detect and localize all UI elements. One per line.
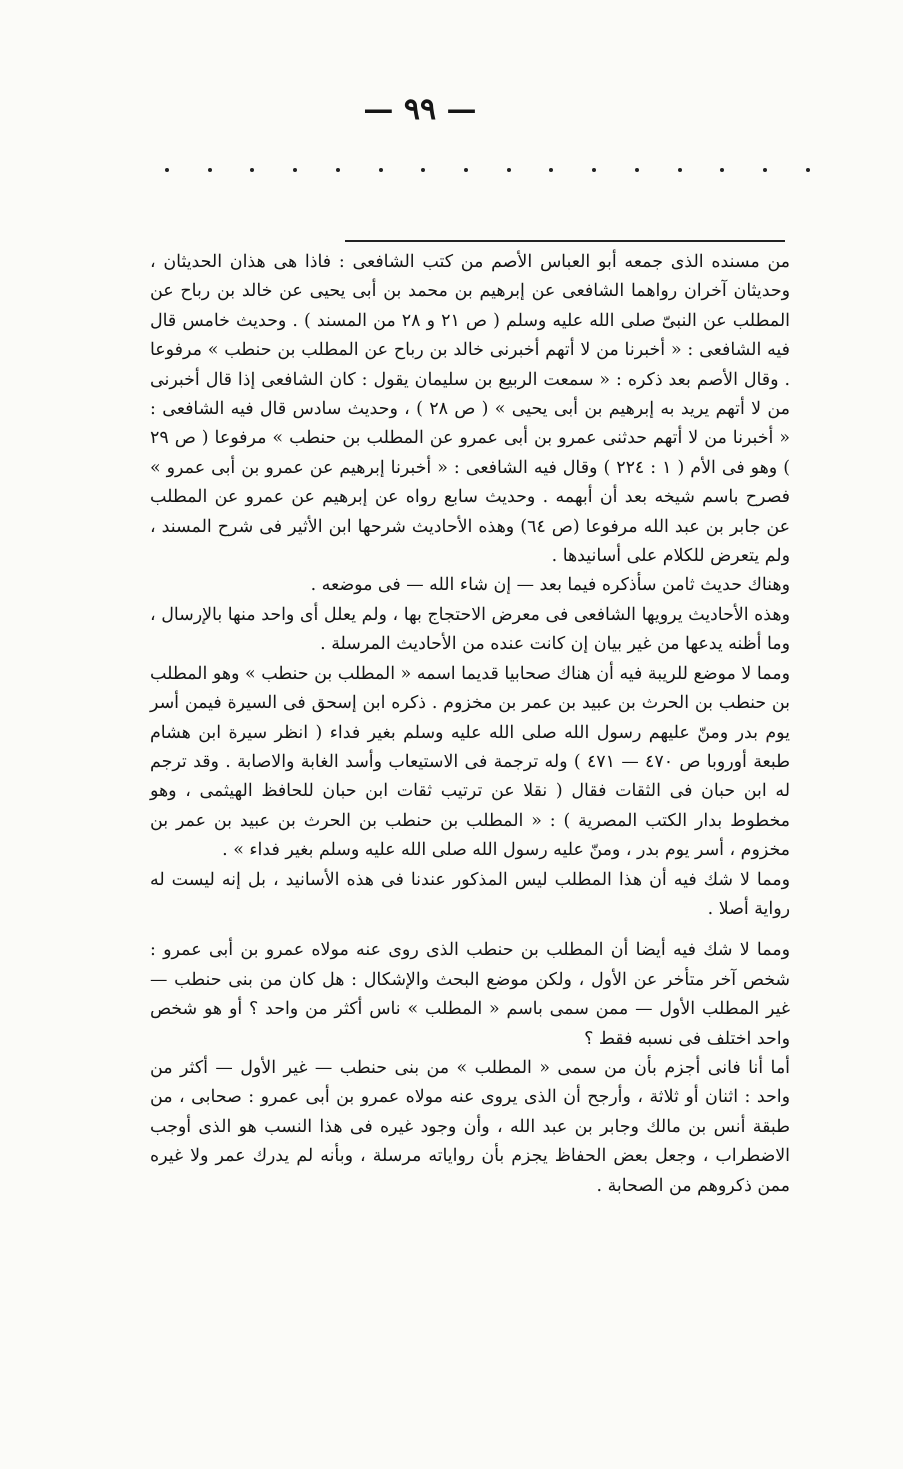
paragraph: أما أنا فانى أجزم بأن من سمى « المطلب » من بنى حنطب — غير الأول — أكثر من واحد : اثنان أو ثلاثة ، وأرجح أن الذى يروى عنه مولاه عمرو بن أبى عمرو : صحابى ، من طبقة أنس بن مالك وجابر بن عبد الله ، وأن وجود غيره فى هذا النسب هو الذى أوجب الاضطراب ، وجعل بعض الحفاظ يجزم بأن رواياته مرسلة ، وبأنه لم يدرك عمر ولا غيره ممن ذكروهم من الصحابة . [150, 1057, 790, 1196]
paragraph: ومما لا شك فيه أن هذا المطلب ليس المذكور عندنا فى هذه الأسانيد ، بل إنه ليست له رواية أصلا . [150, 869, 790, 919]
paragraph: وهذه الأحاديث يرويها الشافعى فى معرض الاحتجاج بها ، ولم يعلل أى واحد منها بالإرسال ، وما أظنه يدعها من غير بيان إن كانت عنده من الأحاديث المرسلة . [150, 604, 790, 655]
dot [592, 168, 596, 172]
dot [379, 168, 383, 172]
body-text [150, 248, 790, 1201]
dot [806, 168, 810, 172]
paragraph: من مسنده الذى جمعه أبو العباس الأصم من كتب الشافعى : فاذا هى هذان الحديثان ، وحديثان آخران رواهما الشافعى عن إبرهيم بن محمد بن أبى يحيى عن خالد بن رباح عن المطلب عن النبىّ صلى الله عليه وسلم ( ص ٢١ و ٢٨ من المسند ) . وحديث خامس قال فيه الشافعى : « أخبرنا من لا أتهم أخبرنى خالد بن رباح عن المطلب بن حنطب » مرفوعا . وقال الأصم بعد ذكره : « سمعت الربيع بن سليمان يقول : كان الشافعى إذا قال أخبرنى من لا أتهم يريد به إبرهيم بن أبى يحيى » ( ص ٢٨ ) ، وحديث سادس قال فيه الشافعى : « أخبرنا من لا أتهم حدثنى عمرو بن أبى عمرو عن المطلب بن حنطب » مرفوعا ( ص ٢٩ ) وهو فى الأم ( ١ : ٢٢٤ ) وقال فيه الشافعى : « أخبرنا إبرهيم عن عمرو بن أبى عمرو » فصرح باسم شيخه بعد أن أبهمه . وحديث سابع رواه عن إبرهيم عن عمرو عن المطلب عن جابر بن عبد الله مرفوعا (ص ٦٤) وهذه الأحاديث شرحها ابن الأثير فى شرح المسند ، ولم يتعرض للكلام على أسانيدها . [150, 252, 790, 567]
dot [678, 168, 682, 172]
dot [635, 168, 639, 172]
paragraph: ومما لا شك فيه أيضا أن المطلب بن حنطب الذى روى عنه مولاه عمرو بن أبى عمرو : شخص آخر متأخر عن الأول ، ولكن موضع البحث والإشكال : هل كان من بنى حنطب — غير المطلب الأول — ممن سمى باسم « المطلب » ناس أكثر من واحد ؟ أو هو شخص واحد اختلف فى نسبه فقط ؟ [150, 940, 790, 1049]
separator-dots [165, 168, 810, 172]
dot [336, 168, 340, 172]
dot [720, 168, 724, 172]
dot [250, 168, 254, 172]
page-number: — ٩٩ — [363, 92, 477, 127]
paragraph: ومما لا موضع للريبة فيه أن هناك صحابيا قديما اسمه « المطلب بن حنطب » وهو المطلب بن حنطب بن الحرث بن عبيد بن عمر بن مخزوم . ذكره ابن إسحق فى السيرة فيمن أسر يوم بدر ومنّ عليهم رسول الله صلى الله عليه وسلم بغير فداء ( انظر سيرة ابن هشام طبعة أوروبا ص ٤٧٠ — ٤٧١ ) وله ترجمة فى الاستيعاب وأسد الغابة والاصابة . وقد ترجم له ابن حبان فى الثقات فقال ( نقلا عن ترتيب ثقات ابن حبان للحافظ الهيثمى ، وهو مخطوط بدار الكتب المصرية ) : « المطلب بن حنطب بن الحرث بن عبيد بن عمر بن مخزوم ، أسر يوم بدر ، ومنّ عليه رسول الله صلى الله عليه وسلم بغير فداء » . [150, 663, 791, 861]
header-rule [345, 240, 785, 242]
paragraph: وهناك حديث ثامن سأذكره فيما بعد — إن شاء الله — فى موضعه . [310, 575, 790, 596]
dot [464, 168, 468, 172]
dot [293, 168, 297, 172]
dot [208, 168, 212, 172]
dot [165, 168, 169, 172]
dot [763, 168, 767, 172]
dot [507, 168, 511, 172]
dot [549, 168, 553, 172]
dot [421, 168, 425, 172]
